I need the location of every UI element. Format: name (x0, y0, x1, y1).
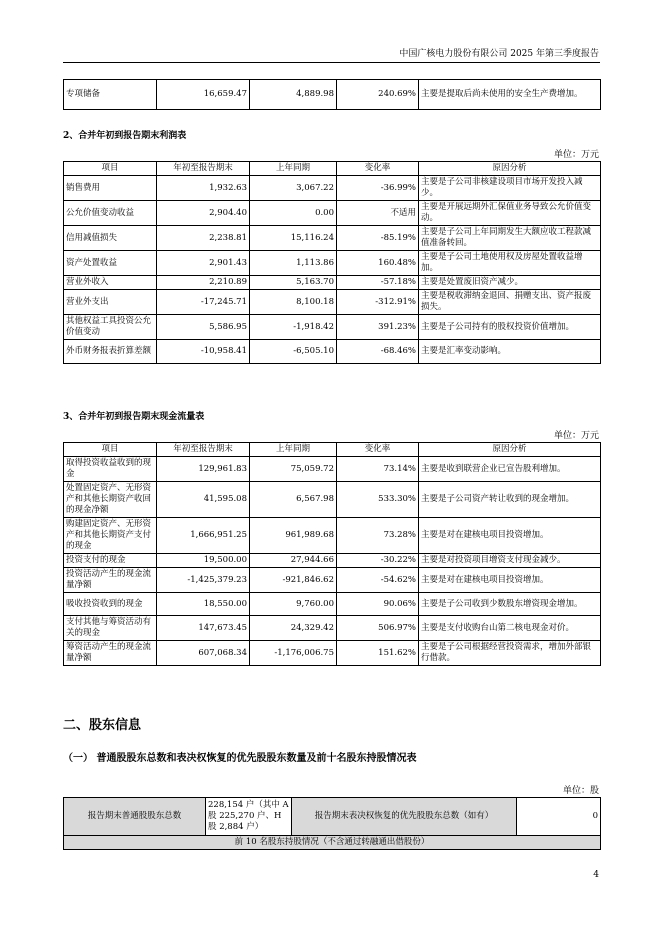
shareholders-heading: 二、股东信息 (63, 718, 142, 733)
income-statement-table (63, 161, 601, 364)
reason-cell: 主要是提取后尚未使用的安全生产费增加。 (419, 80, 601, 110)
current-cell: 19,500.00 (157, 554, 250, 568)
table-row (64, 836, 601, 850)
current-cell: 129,961.83 (157, 457, 250, 482)
header-row (64, 443, 601, 457)
current-cell: -17,245.71 (157, 290, 250, 315)
table-row (64, 290, 601, 315)
special-reserve-table (63, 79, 601, 110)
current-cell: -1,425,379.23 (157, 568, 250, 593)
current-cell: 2,210.89 (157, 276, 250, 290)
item-cell: 资产处置收益 (64, 251, 157, 276)
table-row (64, 457, 601, 482)
reason-cell: 主要是收到联营企业已宣告股利增加。 (419, 457, 601, 482)
item-cell: 外币财务报表折算差额 (64, 340, 157, 364)
current-cell: 18,550.00 (157, 593, 250, 616)
table-row (64, 201, 601, 226)
change-cell: 160.48% (337, 251, 419, 276)
prior-cell: 4,889.98 (250, 80, 337, 110)
column-header: 变化率 (337, 443, 419, 457)
item-cell: 投资支付的现金 (64, 554, 157, 568)
page-number: 4 (593, 870, 599, 880)
prior-cell: -6,505.10 (250, 340, 337, 364)
table-row (64, 518, 601, 554)
table-row (64, 276, 601, 290)
prior-cell: 27,944.66 (250, 554, 337, 568)
change-cell: 533.30% (337, 482, 419, 518)
table-row (64, 315, 601, 340)
table-row (64, 251, 601, 276)
prior-cell: 9,760.00 (250, 593, 337, 616)
change-cell: -54.62% (337, 568, 419, 593)
prior-cell: 961,989.68 (250, 518, 337, 554)
column-header: 年初至报告期末 (157, 443, 250, 457)
prior-cell: 6,567.98 (250, 482, 337, 518)
total-holders-value: 228,154 户（其中 A 股 225,270 户、H 股 2,884 户） (206, 798, 292, 836)
header-row (64, 162, 601, 176)
item-cell: 吸收投资收到的现金 (64, 593, 157, 616)
current-cell: 2,901.43 (157, 251, 250, 276)
change-cell: 73.28% (337, 518, 419, 554)
current-cell: 16,659.47 (157, 80, 250, 110)
column-header: 上年同期 (250, 162, 337, 176)
current-cell: -10,958.41 (157, 340, 250, 364)
change-cell: 不适用 (337, 201, 419, 226)
column-header: 年初至报告期末 (157, 162, 250, 176)
prior-cell: 5,163.70 (250, 276, 337, 290)
reason-cell: 主要是处置废旧资产减少。 (419, 276, 601, 290)
prior-cell: 1,113.86 (250, 251, 337, 276)
table-row (64, 593, 601, 616)
item-cell: 营业外收入 (64, 276, 157, 290)
change-cell: -312.91% (337, 290, 419, 315)
current-cell: 2,238.81 (157, 226, 250, 251)
shareholders-subheading: （一） 普通股股东总数和表决权恢复的优先股股东数量及前十名股东持股情况表 (63, 753, 417, 764)
reason-cell: 主要是对在建核电项目投资增加。 (419, 518, 601, 554)
current-cell: 147,673.45 (157, 616, 250, 641)
change-cell: 73.14% (337, 457, 419, 482)
reason-cell: 主要是开展远期外汇保值业务导致公允价值变动。 (419, 201, 601, 226)
change-cell: -85.19% (337, 226, 419, 251)
reason-cell: 主要是子公司持有的股权投资价值增加。 (419, 315, 601, 340)
section3-title: 3、合并年初到报告期末现金流量表 (63, 412, 205, 422)
table-row (64, 568, 601, 593)
current-cell: 2,904.40 (157, 201, 250, 226)
change-cell: -68.46% (337, 340, 419, 364)
change-cell: -57.18% (337, 276, 419, 290)
preferred-holders-value: 0 (517, 798, 601, 836)
change-cell: 151.62% (337, 641, 419, 666)
change-cell: 506.97% (337, 616, 419, 641)
current-cell: 5,586.95 (157, 315, 250, 340)
column-header: 项目 (64, 443, 157, 457)
reason-cell: 主要是子公司土地使用权及房屋处置收益增加。 (419, 251, 601, 276)
preferred-holders-label: 报告期末表决权恢复的优先股股东总数（如有） (292, 798, 517, 836)
item-cell: 筹资活动产生的现金流量净额 (64, 641, 157, 666)
cash-flow-table (63, 442, 601, 666)
item-cell: 其他权益工具投资公允价值变动 (64, 315, 157, 340)
prior-cell: 15,116.24 (250, 226, 337, 251)
reason-cell: 主要是子公司上年同期发生大额应收工程款减值准备转回。 (419, 226, 601, 251)
prior-cell: 24,329.42 (250, 616, 337, 641)
item-cell: 取得投资收益收到的现金 (64, 457, 157, 482)
column-header: 原因分析 (419, 443, 601, 457)
reason-cell: 主要是对在建核电项目投资增加。 (419, 568, 601, 593)
section2-unit: 单位：万元 (553, 150, 599, 160)
change-cell: -36.99% (337, 176, 419, 201)
table-row (64, 482, 601, 518)
column-header: 上年同期 (250, 443, 337, 457)
column-header: 项目 (64, 162, 157, 176)
reason-cell: 主要是子公司资产转让收到的现金增加。 (419, 482, 601, 518)
change-cell: 90.06% (337, 593, 419, 616)
table-row (64, 616, 601, 641)
prior-cell: 3,067.22 (250, 176, 337, 201)
reason-cell: 主要是税收滞纳金退回、捐赠支出、资产报废损失。 (419, 290, 601, 315)
shareholders-unit: 单位：股 (562, 786, 599, 796)
item-cell: 信用减值损失 (64, 226, 157, 251)
prior-cell: -921,846.62 (250, 568, 337, 593)
item-cell: 支付其他与筹资活动有关的现金 (64, 616, 157, 641)
section2-title: 2、合并年初到报告期末利润表 (63, 131, 187, 141)
reason-cell: 主要是子公司收到少数股东增资现金增加。 (419, 593, 601, 616)
prior-cell: -1,918.42 (250, 315, 337, 340)
table-row (64, 798, 601, 836)
top10-caption: 前 10 名股东持股情况（不含通过转融通出借股份） (64, 836, 601, 850)
change-cell: 240.69% (337, 80, 419, 110)
item-cell: 营业外支出 (64, 290, 157, 315)
reason-cell: 主要是对投资项目增资支付现金减少。 (419, 554, 601, 568)
total-holders-label: 报告期末普通股股东总数 (64, 798, 206, 836)
section3-unit: 单位：万元 (553, 431, 599, 441)
reason-cell: 主要是汇率变动影响。 (419, 340, 601, 364)
column-header: 原因分析 (419, 162, 601, 176)
column-header: 变化率 (337, 162, 419, 176)
shareholder-count-table (63, 797, 601, 850)
item-cell: 公允价值变动收益 (64, 201, 157, 226)
report-header: 中国广核电力股份有限公司 2025 年第三季度报告 (399, 49, 599, 59)
change-cell: 391.23% (337, 315, 419, 340)
table-row (64, 554, 601, 568)
table-row (64, 226, 601, 251)
reason-cell: 主要是子公司根据经营投资需求，增加外部银行借款。 (419, 641, 601, 666)
table-row (64, 176, 601, 201)
current-cell: 607,068.34 (157, 641, 250, 666)
prior-cell: 0.00 (250, 201, 337, 226)
current-cell: 1,666,951.25 (157, 518, 250, 554)
reason-cell: 主要是支付收购台山第二核电现金对价。 (419, 616, 601, 641)
prior-cell: 8,100.18 (250, 290, 337, 315)
item-cell: 购建固定资产、无形资产和其他长期资产支付的现金 (64, 518, 157, 554)
item-cell: 处置固定资产、无形资产和其他长期资产收回的现金净额 (64, 482, 157, 518)
prior-cell: -1,176,006.75 (250, 641, 337, 666)
item-cell: 销售费用 (64, 176, 157, 201)
table-row (64, 641, 601, 666)
item-cell: 专项储备 (64, 80, 157, 110)
item-cell: 投资活动产生的现金流量净额 (64, 568, 157, 593)
table-row (64, 80, 601, 110)
current-cell: 1,932.63 (157, 176, 250, 201)
reason-cell: 主要是子公司非核建设项目市场开发投入减少。 (419, 176, 601, 201)
table-row (64, 340, 601, 364)
change-cell: -30.22% (337, 554, 419, 568)
current-cell: 41,595.08 (157, 482, 250, 518)
header-divider (63, 62, 600, 63)
prior-cell: 75,059.72 (250, 457, 337, 482)
